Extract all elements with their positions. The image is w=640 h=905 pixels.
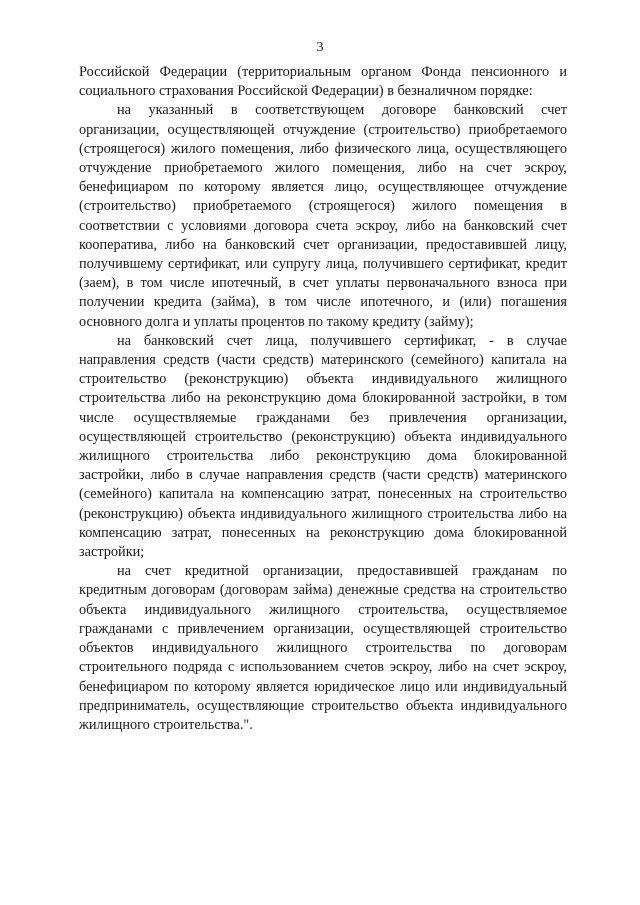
paragraph-bank-account-certificate-holder: на банковский счет лица, получившего сертификат, - в случае направления средств (части средств) материнского (семейного) капитала на строительство (реконструкцию) объекта индивидуального жилищного строительства либо на реконструкцию дома блокированной застройки, в том числе осуществляемые гражданами без привлечения организации, осуществляющей строительство (реконструкцию) объекта индивидуального жилищного строительства либо реконструкцию дома блокированной застройки, либо в случае направления средств (части средств) материнского (семейного) капитала на компенсацию затрат, понесенных на строительство (реконструкцию) объекта индивидуального жилищного строительства либо на компенсацию затрат, понесенных на реконструкцию дома блокированной застройки;: [79, 332, 567, 561]
paragraph-credit-organization-account: на счет кредитной организации, предоставившей гражданам по кредитным договорам (договорам займа) денежные средства на строительство объекта индивидуального жилищного строительства, осуществляемое гражданами с привлечением организации, осуществляющей строительство объектов индивидуального жилищного строительства по договорам строительного подряда с использованием счетов эскроу, либо на счет эскроу, бенефициаром по которому является юридическое лицо или индивидуальный предприниматель, осуществляющие строительство объекта индивидуального жилищного строительства.".: [79, 563, 567, 733]
page-number: 3: [316, 40, 324, 55]
paragraph-bank-account-organization: на указанный в соответствующем договоре банковский счет организации, осуществляющей отчуждение (строительство) приобретаемого (строящегося) жилого помещения, либо физического лица, осуществляющего отчуждение приобретаемого жилого помещения, либо на счет эскроу, бенефициаром по которому является лицо, осуществляющее отчуждение (строительство) приобретаемого (строящегося) жилого помещения в соответствии с условиями договора счета эскроу, либо на банковский счет кооператива, либо на банковский счет организации, предоставившей лицу, получившему сертификат, или супругу лица, получившего сертификат, кредит (заем), в том числе ипотечный, в счет уплаты первоначального взноса при получении кредита (займа), в том числе ипотечного, и (или) погашения основного долга и уплаты процентов по такому кредиту (займу);: [79, 102, 567, 330]
paragraph-continuation: Российской Федерации (территориальным органом Фонда пенсионного и социального страхования Российской Федерации) в безналичном порядке:: [79, 64, 567, 100]
document-body: [79, 63, 567, 735]
